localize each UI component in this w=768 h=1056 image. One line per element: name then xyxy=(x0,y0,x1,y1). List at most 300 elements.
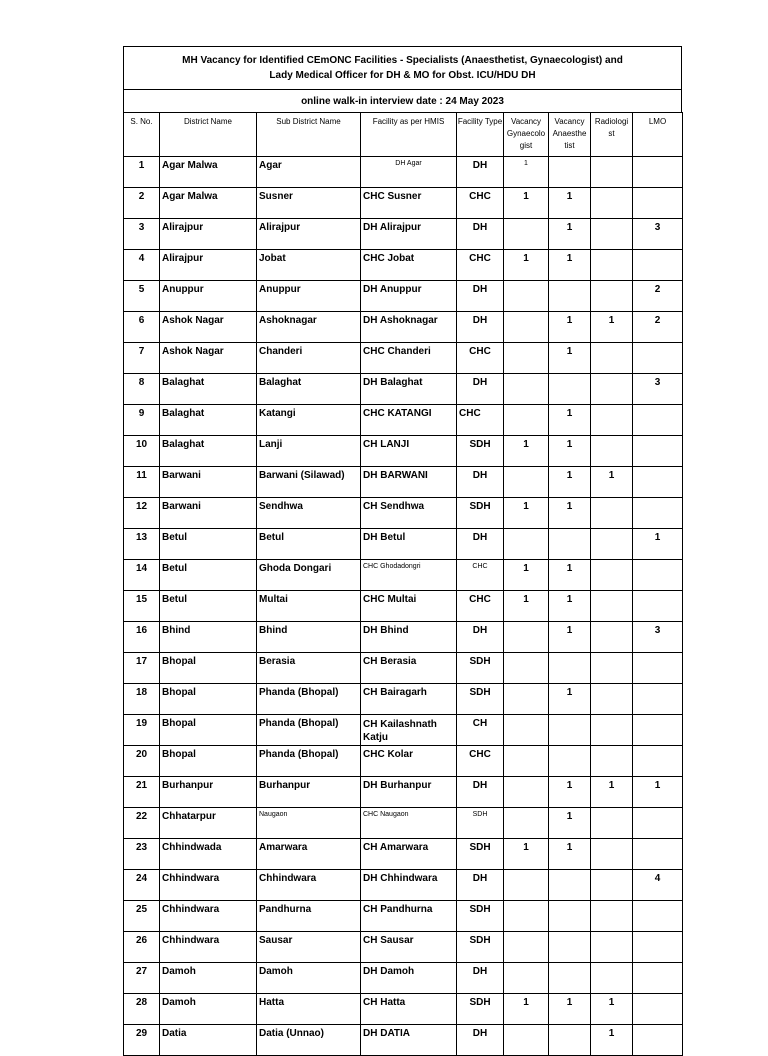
cell-radiologist xyxy=(591,901,633,932)
cell-vacancy-anaesthetist xyxy=(549,715,591,746)
table-row xyxy=(124,777,683,808)
cell-vacancy-anaesthetist: 1 xyxy=(549,467,591,498)
cell-radiologist xyxy=(591,343,633,374)
header-vacancy-gynaecologist: Vacancy Gynaecolo gist xyxy=(504,113,549,157)
cell-radiologist xyxy=(591,405,633,436)
cell-vacancy-anaesthetist: 1 xyxy=(549,994,591,1025)
cell-facility-type: DH xyxy=(457,1025,504,1056)
cell-subdistrict: Jobat xyxy=(257,250,361,281)
cell-lmo xyxy=(633,436,683,467)
cell-facility-type: CHC xyxy=(457,560,504,591)
cell-vacancy-anaesthetist: 1 xyxy=(549,436,591,467)
table-row xyxy=(124,312,683,343)
table-row xyxy=(124,901,683,932)
cell-lmo xyxy=(633,157,683,188)
cell-lmo xyxy=(633,839,683,870)
table-row xyxy=(124,932,683,963)
cell-radiologist xyxy=(591,684,633,715)
table-row xyxy=(124,436,683,467)
cell-facility-type: SDH xyxy=(457,839,504,870)
cell-facility: DH Damoh xyxy=(361,963,457,994)
cell-subdistrict: Burhanpur xyxy=(257,777,361,808)
cell-facility-type: SDH xyxy=(457,932,504,963)
cell-district: Bhopal xyxy=(160,653,257,684)
cell-facility-type: DH xyxy=(457,529,504,560)
cell-facility: DH Ashoknagar xyxy=(361,312,457,343)
cell-radiologist xyxy=(591,529,633,560)
cell-lmo xyxy=(633,1025,683,1056)
cell-district: Ashok Nagar xyxy=(160,312,257,343)
cell-vacancy-anaesthetist xyxy=(549,932,591,963)
header-lmo: LMO xyxy=(633,113,683,157)
cell-facility-type: SDH xyxy=(457,808,504,839)
cell-facility-type: DH xyxy=(457,963,504,994)
table-row xyxy=(124,591,683,622)
cell-radiologist xyxy=(591,591,633,622)
cell-lmo xyxy=(633,901,683,932)
cell-subdistrict: Ghoda Dongari xyxy=(257,560,361,591)
cell-district: Balaghat xyxy=(160,436,257,467)
cell-facility-type: SDH xyxy=(457,994,504,1025)
cell-radiologist xyxy=(591,932,633,963)
cell-subdistrict: Balaghat xyxy=(257,374,361,405)
table-header-row xyxy=(124,113,683,157)
table-row xyxy=(124,343,683,374)
cell-sno: 10 xyxy=(124,436,160,467)
cell-district: Agar Malwa xyxy=(160,157,257,188)
cell-facility-type: CH xyxy=(457,715,504,746)
cell-facility: DH Betul xyxy=(361,529,457,560)
cell-subdistrict: Phanda (Bhopal) xyxy=(257,746,361,777)
cell-radiologist: 1 xyxy=(591,777,633,808)
cell-sno: 27 xyxy=(124,963,160,994)
cell-vacancy-gynaecologist: 1 xyxy=(504,157,549,188)
cell-vacancy-gynaecologist: 1 xyxy=(504,250,549,281)
cell-vacancy-anaesthetist xyxy=(549,963,591,994)
header-vacancy-anaesthetist: Vacancy Anaesthe tist xyxy=(549,113,591,157)
cell-subdistrict: Phanda (Bhopal) xyxy=(257,715,361,746)
cell-sno: 26 xyxy=(124,932,160,963)
cell-subdistrict: Betul xyxy=(257,529,361,560)
cell-vacancy-gynaecologist xyxy=(504,653,549,684)
cell-sno: 7 xyxy=(124,343,160,374)
cell-facility: CH Hatta xyxy=(361,994,457,1025)
cell-vacancy-anaesthetist: 1 xyxy=(549,405,591,436)
cell-radiologist xyxy=(591,560,633,591)
cell-facility-type: CHC xyxy=(457,591,504,622)
title-line-1: MH Vacancy for Identified CEmONC Facilities - Specialists (Anaesthetist, Gynaecologist) and xyxy=(182,55,623,66)
cell-facility: CHC Susner xyxy=(361,188,457,219)
cell-facility-type: CHC xyxy=(457,250,504,281)
cell-lmo: 2 xyxy=(633,281,683,312)
cell-radiologist xyxy=(591,436,633,467)
cell-sno: 14 xyxy=(124,560,160,591)
cell-vacancy-gynaecologist xyxy=(504,467,549,498)
cell-subdistrict: Bhind xyxy=(257,622,361,653)
table-row xyxy=(124,405,683,436)
cell-subdistrict: Hatta xyxy=(257,994,361,1025)
cell-sno: 15 xyxy=(124,591,160,622)
cell-sno: 17 xyxy=(124,653,160,684)
cell-vacancy-gynaecologist xyxy=(504,622,549,653)
cell-facility-type: DH xyxy=(457,157,504,188)
cell-radiologist xyxy=(591,746,633,777)
cell-district: Bhind xyxy=(160,622,257,653)
cell-radiologist xyxy=(591,157,633,188)
cell-lmo xyxy=(633,591,683,622)
cell-vacancy-gynaecologist xyxy=(504,932,549,963)
cell-facility-type: SDH xyxy=(457,684,504,715)
cell-district: Barwani xyxy=(160,467,257,498)
cell-facility-type: DH xyxy=(457,467,504,498)
cell-vacancy-gynaecologist: 1 xyxy=(504,498,549,529)
table-row xyxy=(124,684,683,715)
table-row xyxy=(124,746,683,777)
cell-facility: DH Anuppur xyxy=(361,281,457,312)
cell-vacancy-gynaecologist: 1 xyxy=(504,560,549,591)
cell-radiologist xyxy=(591,219,633,250)
cell-lmo xyxy=(633,808,683,839)
cell-vacancy-anaesthetist xyxy=(549,746,591,777)
cell-district: Alirajpur xyxy=(160,250,257,281)
cell-lmo: 4 xyxy=(633,870,683,901)
cell-facility-type: CHC xyxy=(457,405,504,436)
table-row xyxy=(124,715,683,746)
cell-facility: CHC Jobat xyxy=(361,250,457,281)
cell-lmo xyxy=(633,343,683,374)
cell-radiologist xyxy=(591,839,633,870)
cell-sno: 28 xyxy=(124,994,160,1025)
cell-vacancy-gynaecologist xyxy=(504,529,549,560)
cell-radiologist xyxy=(591,653,633,684)
cell-vacancy-anaesthetist: 1 xyxy=(549,684,591,715)
cell-sno: 24 xyxy=(124,870,160,901)
cell-sno: 13 xyxy=(124,529,160,560)
cell-district: Anuppur xyxy=(160,281,257,312)
cell-lmo xyxy=(633,963,683,994)
table-row xyxy=(124,374,683,405)
cell-vacancy-gynaecologist xyxy=(504,1025,549,1056)
cell-lmo xyxy=(633,467,683,498)
cell-vacancy-anaesthetist: 1 xyxy=(549,622,591,653)
cell-lmo: 1 xyxy=(633,777,683,808)
cell-sno: 6 xyxy=(124,312,160,343)
cell-vacancy-anaesthetist: 1 xyxy=(549,808,591,839)
cell-lmo xyxy=(633,653,683,684)
cell-vacancy-anaesthetist: 1 xyxy=(549,498,591,529)
cell-subdistrict: Chanderi xyxy=(257,343,361,374)
vacancy-sheet xyxy=(123,46,682,1056)
table-row xyxy=(124,963,683,994)
cell-subdistrict: Multai xyxy=(257,591,361,622)
cell-sno: 8 xyxy=(124,374,160,405)
cell-vacancy-anaesthetist: 1 xyxy=(549,777,591,808)
cell-sno: 12 xyxy=(124,498,160,529)
cell-facility: DH Agar xyxy=(361,157,457,188)
table-row xyxy=(124,622,683,653)
cell-sno: 25 xyxy=(124,901,160,932)
cell-vacancy-anaesthetist: 1 xyxy=(549,219,591,250)
cell-subdistrict: Lanji xyxy=(257,436,361,467)
cell-district: Barwani xyxy=(160,498,257,529)
cell-facility: CHC Chanderi xyxy=(361,343,457,374)
interview-date: online walk-in interview date : 24 May 2023 xyxy=(123,89,682,112)
cell-facility: DH DATIA xyxy=(361,1025,457,1056)
cell-sno: 1 xyxy=(124,157,160,188)
cell-radiologist xyxy=(591,808,633,839)
cell-vacancy-anaesthetist xyxy=(549,870,591,901)
header-facility: Facility as per HMIS xyxy=(361,113,457,157)
cell-facility-type: DH xyxy=(457,219,504,250)
cell-lmo: 1 xyxy=(633,529,683,560)
table-row xyxy=(124,808,683,839)
cell-sno: 4 xyxy=(124,250,160,281)
cell-facility-type: CHC xyxy=(457,343,504,374)
cell-lmo xyxy=(633,684,683,715)
cell-vacancy-anaesthetist xyxy=(549,901,591,932)
table-row xyxy=(124,870,683,901)
cell-lmo xyxy=(633,498,683,529)
cell-district: Ashok Nagar xyxy=(160,343,257,374)
cell-facility: DH Burhanpur xyxy=(361,777,457,808)
cell-vacancy-gynaecologist: 1 xyxy=(504,436,549,467)
cell-vacancy-anaesthetist xyxy=(549,1025,591,1056)
table-row xyxy=(124,498,683,529)
table-row xyxy=(124,1025,683,1056)
cell-lmo: 3 xyxy=(633,374,683,405)
table-row xyxy=(124,839,683,870)
cell-facility-type: CHC xyxy=(457,188,504,219)
cell-district: Chhatarpur xyxy=(160,808,257,839)
cell-facility-type: SDH xyxy=(457,901,504,932)
header-district: District Name xyxy=(160,113,257,157)
cell-vacancy-gynaecologist xyxy=(504,777,549,808)
cell-lmo: 3 xyxy=(633,219,683,250)
table-row xyxy=(124,467,683,498)
cell-subdistrict: Damoh xyxy=(257,963,361,994)
cell-sno: 5 xyxy=(124,281,160,312)
cell-lmo xyxy=(633,560,683,591)
cell-vacancy-gynaecologist xyxy=(504,746,549,777)
cell-vacancy-gynaecologist: 1 xyxy=(504,591,549,622)
cell-facility: CHC Naugaon xyxy=(361,808,457,839)
cell-district: Chhindwara xyxy=(160,932,257,963)
cell-district: Alirajpur xyxy=(160,219,257,250)
cell-district: Chhindwara xyxy=(160,870,257,901)
cell-vacancy-gynaecologist: 1 xyxy=(504,188,549,219)
header-radiologist: Radiologi st xyxy=(591,113,633,157)
cell-lmo xyxy=(633,250,683,281)
cell-vacancy-gynaecologist xyxy=(504,715,549,746)
cell-sno: 16 xyxy=(124,622,160,653)
cell-facility-type: DH xyxy=(457,870,504,901)
cell-vacancy-gynaecologist xyxy=(504,870,549,901)
cell-vacancy-anaesthetist: 1 xyxy=(549,560,591,591)
cell-district: Balaghat xyxy=(160,405,257,436)
cell-radiologist: 1 xyxy=(591,312,633,343)
vacancy-table xyxy=(123,112,683,1056)
cell-vacancy-anaesthetist: 1 xyxy=(549,188,591,219)
cell-facility: CH Berasia xyxy=(361,653,457,684)
cell-sno: 2 xyxy=(124,188,160,219)
cell-facility-type: DH xyxy=(457,281,504,312)
cell-subdistrict: Sausar xyxy=(257,932,361,963)
cell-subdistrict: Amarwara xyxy=(257,839,361,870)
table-row xyxy=(124,188,683,219)
cell-facility-type: DH xyxy=(457,312,504,343)
cell-facility: CH Sendhwa xyxy=(361,498,457,529)
cell-facility: CH Amarwara xyxy=(361,839,457,870)
cell-facility-type: SDH xyxy=(457,436,504,467)
cell-sno: 9 xyxy=(124,405,160,436)
cell-district: Agar Malwa xyxy=(160,188,257,219)
cell-subdistrict: Datia (Unnao) xyxy=(257,1025,361,1056)
cell-sno: 18 xyxy=(124,684,160,715)
document-title xyxy=(123,46,682,89)
cell-district: Bhopal xyxy=(160,746,257,777)
cell-facility: DH Balaghat xyxy=(361,374,457,405)
cell-vacancy-anaesthetist: 1 xyxy=(549,343,591,374)
cell-vacancy-anaesthetist xyxy=(549,653,591,684)
header-sno: S. No. xyxy=(124,113,160,157)
cell-lmo: 2 xyxy=(633,312,683,343)
cell-facility: DH Chhindwara xyxy=(361,870,457,901)
cell-vacancy-anaesthetist xyxy=(549,281,591,312)
cell-vacancy-gynaecologist: 1 xyxy=(504,839,549,870)
cell-facility: DH Bhind xyxy=(361,622,457,653)
cell-district: Betul xyxy=(160,529,257,560)
cell-lmo: 3 xyxy=(633,622,683,653)
cell-facility: CHC Multai xyxy=(361,591,457,622)
cell-district: Damoh xyxy=(160,963,257,994)
cell-vacancy-gynaecologist xyxy=(504,684,549,715)
cell-sno: 3 xyxy=(124,219,160,250)
title-line-2: Lady Medical Officer for DH & MO for Obst. ICU/HDU DH xyxy=(269,70,536,81)
cell-subdistrict: Phanda (Bhopal) xyxy=(257,684,361,715)
cell-sno: 22 xyxy=(124,808,160,839)
cell-vacancy-gynaecologist xyxy=(504,312,549,343)
cell-vacancy-gynaecologist xyxy=(504,374,549,405)
cell-subdistrict: Berasia xyxy=(257,653,361,684)
cell-lmo xyxy=(633,932,683,963)
cell-lmo xyxy=(633,994,683,1025)
cell-radiologist xyxy=(591,715,633,746)
table-row xyxy=(124,560,683,591)
cell-facility: CH Pandhurna xyxy=(361,901,457,932)
cell-radiologist: 1 xyxy=(591,467,633,498)
cell-subdistrict: Alirajpur xyxy=(257,219,361,250)
cell-subdistrict: Naugaon xyxy=(257,808,361,839)
cell-facility: CH Sausar xyxy=(361,932,457,963)
cell-district: Burhanpur xyxy=(160,777,257,808)
cell-facility: DH Alirajpur xyxy=(361,219,457,250)
cell-facility: CHC Kolar xyxy=(361,746,457,777)
cell-subdistrict: Ashoknagar xyxy=(257,312,361,343)
table-row xyxy=(124,529,683,560)
cell-facility-type: SDH xyxy=(457,653,504,684)
cell-facility-type: CHC xyxy=(457,746,504,777)
cell-vacancy-anaesthetist xyxy=(549,157,591,188)
cell-subdistrict: Barwani (Silawad) xyxy=(257,467,361,498)
cell-facility: CH Kailashnath Katju xyxy=(361,715,457,746)
cell-sno: 19 xyxy=(124,715,160,746)
cell-district: Chhindwara xyxy=(160,901,257,932)
table-row xyxy=(124,281,683,312)
cell-lmo xyxy=(633,188,683,219)
cell-vacancy-anaesthetist: 1 xyxy=(549,591,591,622)
cell-vacancy-gynaecologist xyxy=(504,405,549,436)
cell-vacancy-gynaecologist xyxy=(504,963,549,994)
cell-district: Bhopal xyxy=(160,715,257,746)
cell-facility: CHC Ghodadongri xyxy=(361,560,457,591)
cell-district: Balaghat xyxy=(160,374,257,405)
cell-subdistrict: Susner xyxy=(257,188,361,219)
cell-radiologist xyxy=(591,498,633,529)
cell-facility-type: DH xyxy=(457,622,504,653)
cell-radiologist xyxy=(591,374,633,405)
cell-radiologist xyxy=(591,250,633,281)
cell-facility-type: SDH xyxy=(457,498,504,529)
cell-vacancy-anaesthetist: 1 xyxy=(549,312,591,343)
cell-sno: 20 xyxy=(124,746,160,777)
cell-district: Bhopal xyxy=(160,684,257,715)
cell-vacancy-gynaecologist: 1 xyxy=(504,994,549,1025)
cell-facility: CH Bairagarh xyxy=(361,684,457,715)
table-row xyxy=(124,250,683,281)
cell-sno: 11 xyxy=(124,467,160,498)
cell-vacancy-gynaecologist xyxy=(504,281,549,312)
cell-vacancy-anaesthetist xyxy=(549,529,591,560)
cell-district: Datia xyxy=(160,1025,257,1056)
cell-subdistrict: Anuppur xyxy=(257,281,361,312)
cell-radiologist xyxy=(591,622,633,653)
cell-vacancy-gynaecologist xyxy=(504,219,549,250)
cell-subdistrict: Agar xyxy=(257,157,361,188)
cell-vacancy-gynaecologist xyxy=(504,901,549,932)
cell-radiologist xyxy=(591,281,633,312)
cell-vacancy-gynaecologist xyxy=(504,808,549,839)
table-row xyxy=(124,994,683,1025)
cell-subdistrict: Pandhurna xyxy=(257,901,361,932)
cell-radiologist xyxy=(591,870,633,901)
header-facility-type: Facility Type xyxy=(457,113,504,157)
cell-vacancy-anaesthetist: 1 xyxy=(549,839,591,870)
cell-lmo xyxy=(633,405,683,436)
cell-radiologist: 1 xyxy=(591,994,633,1025)
cell-facility: CH LANJI xyxy=(361,436,457,467)
cell-radiologist xyxy=(591,188,633,219)
cell-radiologist xyxy=(591,963,633,994)
cell-district: Betul xyxy=(160,591,257,622)
cell-district: Betul xyxy=(160,560,257,591)
cell-sno: 29 xyxy=(124,1025,160,1056)
cell-radiologist: 1 xyxy=(591,1025,633,1056)
table-row xyxy=(124,219,683,250)
cell-lmo xyxy=(633,715,683,746)
cell-district: Chhindwada xyxy=(160,839,257,870)
cell-facility-type: DH xyxy=(457,777,504,808)
cell-sno: 23 xyxy=(124,839,160,870)
cell-vacancy-gynaecologist xyxy=(504,343,549,374)
header-subdistrict: Sub District Name xyxy=(257,113,361,157)
cell-vacancy-anaesthetist xyxy=(549,374,591,405)
cell-facility: CHC KATANGI xyxy=(361,405,457,436)
cell-district: Damoh xyxy=(160,994,257,1025)
table-row xyxy=(124,653,683,684)
cell-vacancy-anaesthetist: 1 xyxy=(549,250,591,281)
cell-subdistrict: Chhindwara xyxy=(257,870,361,901)
cell-sno: 21 xyxy=(124,777,160,808)
